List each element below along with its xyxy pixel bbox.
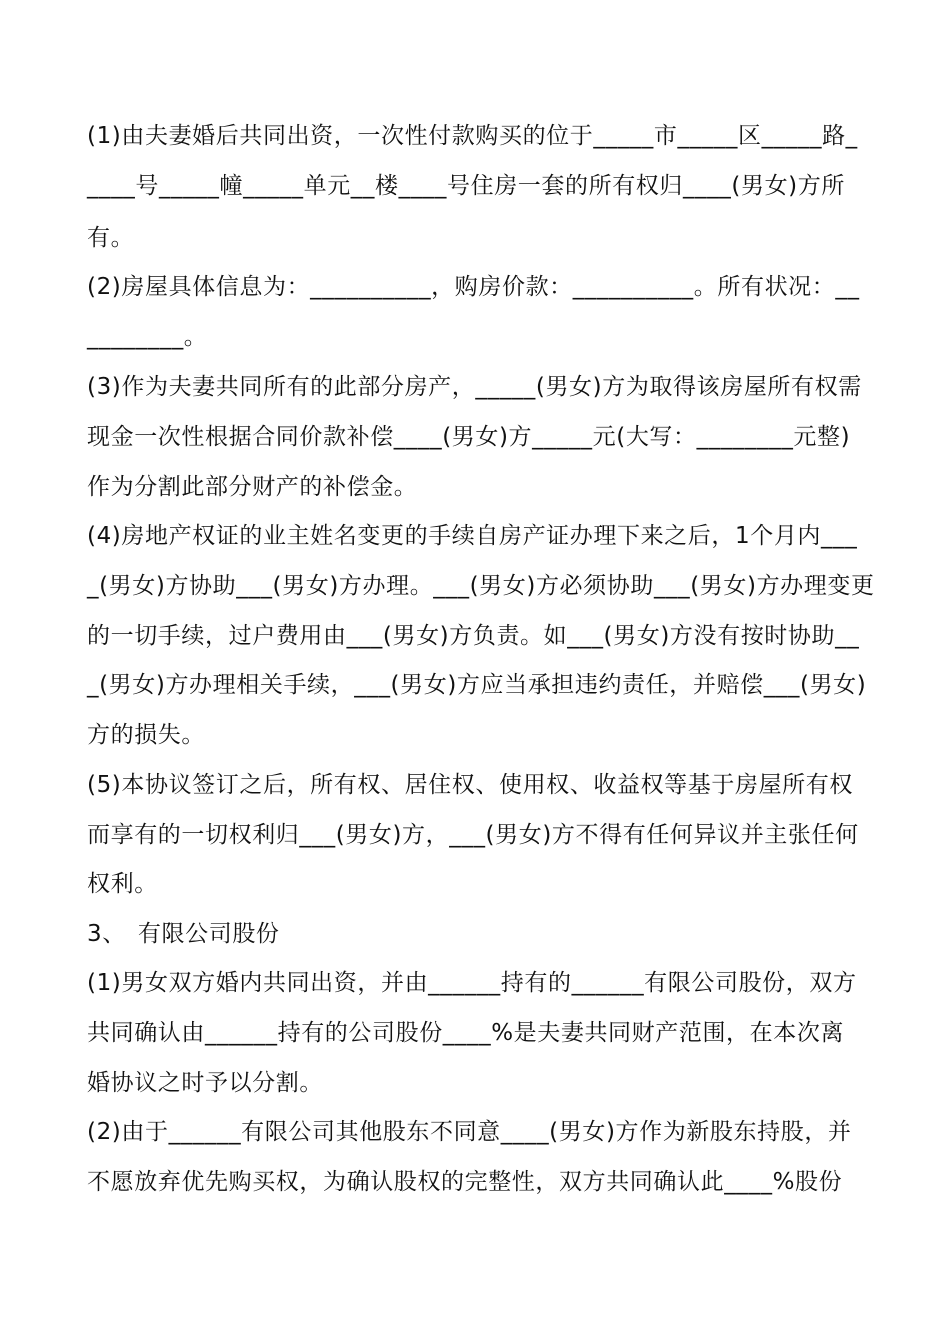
text-line: _(男女)方办理相关手续，___(男女)方应当承担违约责任，并赔偿___(男女) <box>87 672 867 698</box>
text-line: (3)作为夫妻共同所有的此部分房产，_____(男女)方为取得该房屋所有权需 <box>87 374 862 400</box>
text-line: 方的损失。 <box>87 722 205 748</box>
text-line: (4)房地产权证的业主姓名变更的手续自房产证办理下来之后，1个月内___ <box>87 523 858 549</box>
text-line: (5)本协议签订之后，所有权、居住权、使用权、收益权等基于房屋所有权 <box>87 772 853 798</box>
text-line: (2)由于______有限公司其他股东不同意____(男女)方作为新股东持股，并 <box>87 1119 852 1145</box>
text-line: 共同确认由______持有的公司股份____%是夫妻共同财产范围，在本次离 <box>87 1020 845 1046</box>
text-line: (2)房屋具体信息为：__________，购房价款：__________。所有状况：__ <box>87 274 860 300</box>
text-line: 而享有的一切权利归___(男女)方，___(男女)方不得有任何异议并主张任何 <box>87 822 859 848</box>
text-line: 现金一次性根据合同价款补偿____(男女)方_____元(大写：________元整) <box>87 424 851 450</box>
text-line: 权利。 <box>87 871 158 897</box>
text-line: 不愿放弃优先购买权，为确认股权的完整性，双方共同确认此____%股份 <box>87 1169 843 1195</box>
text-line: ________。 <box>87 324 208 350</box>
text-line: (1)由夫妻婚后共同出资，一次性付款购买的位于_____市_____区_____路_ <box>87 123 858 149</box>
text-line: ____号_____幢_____单元__楼____号住房一套的所有权归____(男女)方所 <box>87 173 845 199</box>
section-heading: 3、 有限公司股份 <box>87 921 280 947</box>
text-line: _(男女)方协助___(男女)方办理。___(男女)方必须协助___(男女)方办理变更 <box>87 573 875 599</box>
text-line: 作为分割此部分财产的补偿金。 <box>87 474 418 500</box>
text-line: 有。 <box>87 225 135 251</box>
text-line: 婚协议之时予以分割。 <box>87 1070 323 1096</box>
text-line: (1)男女双方婚内共同出资，并由______持有的______有限公司股份，双方 <box>87 970 857 996</box>
text-line: 的一切手续，过户费用由___(男女)方负责。如___(男女)方没有按时协助__ <box>87 623 860 649</box>
